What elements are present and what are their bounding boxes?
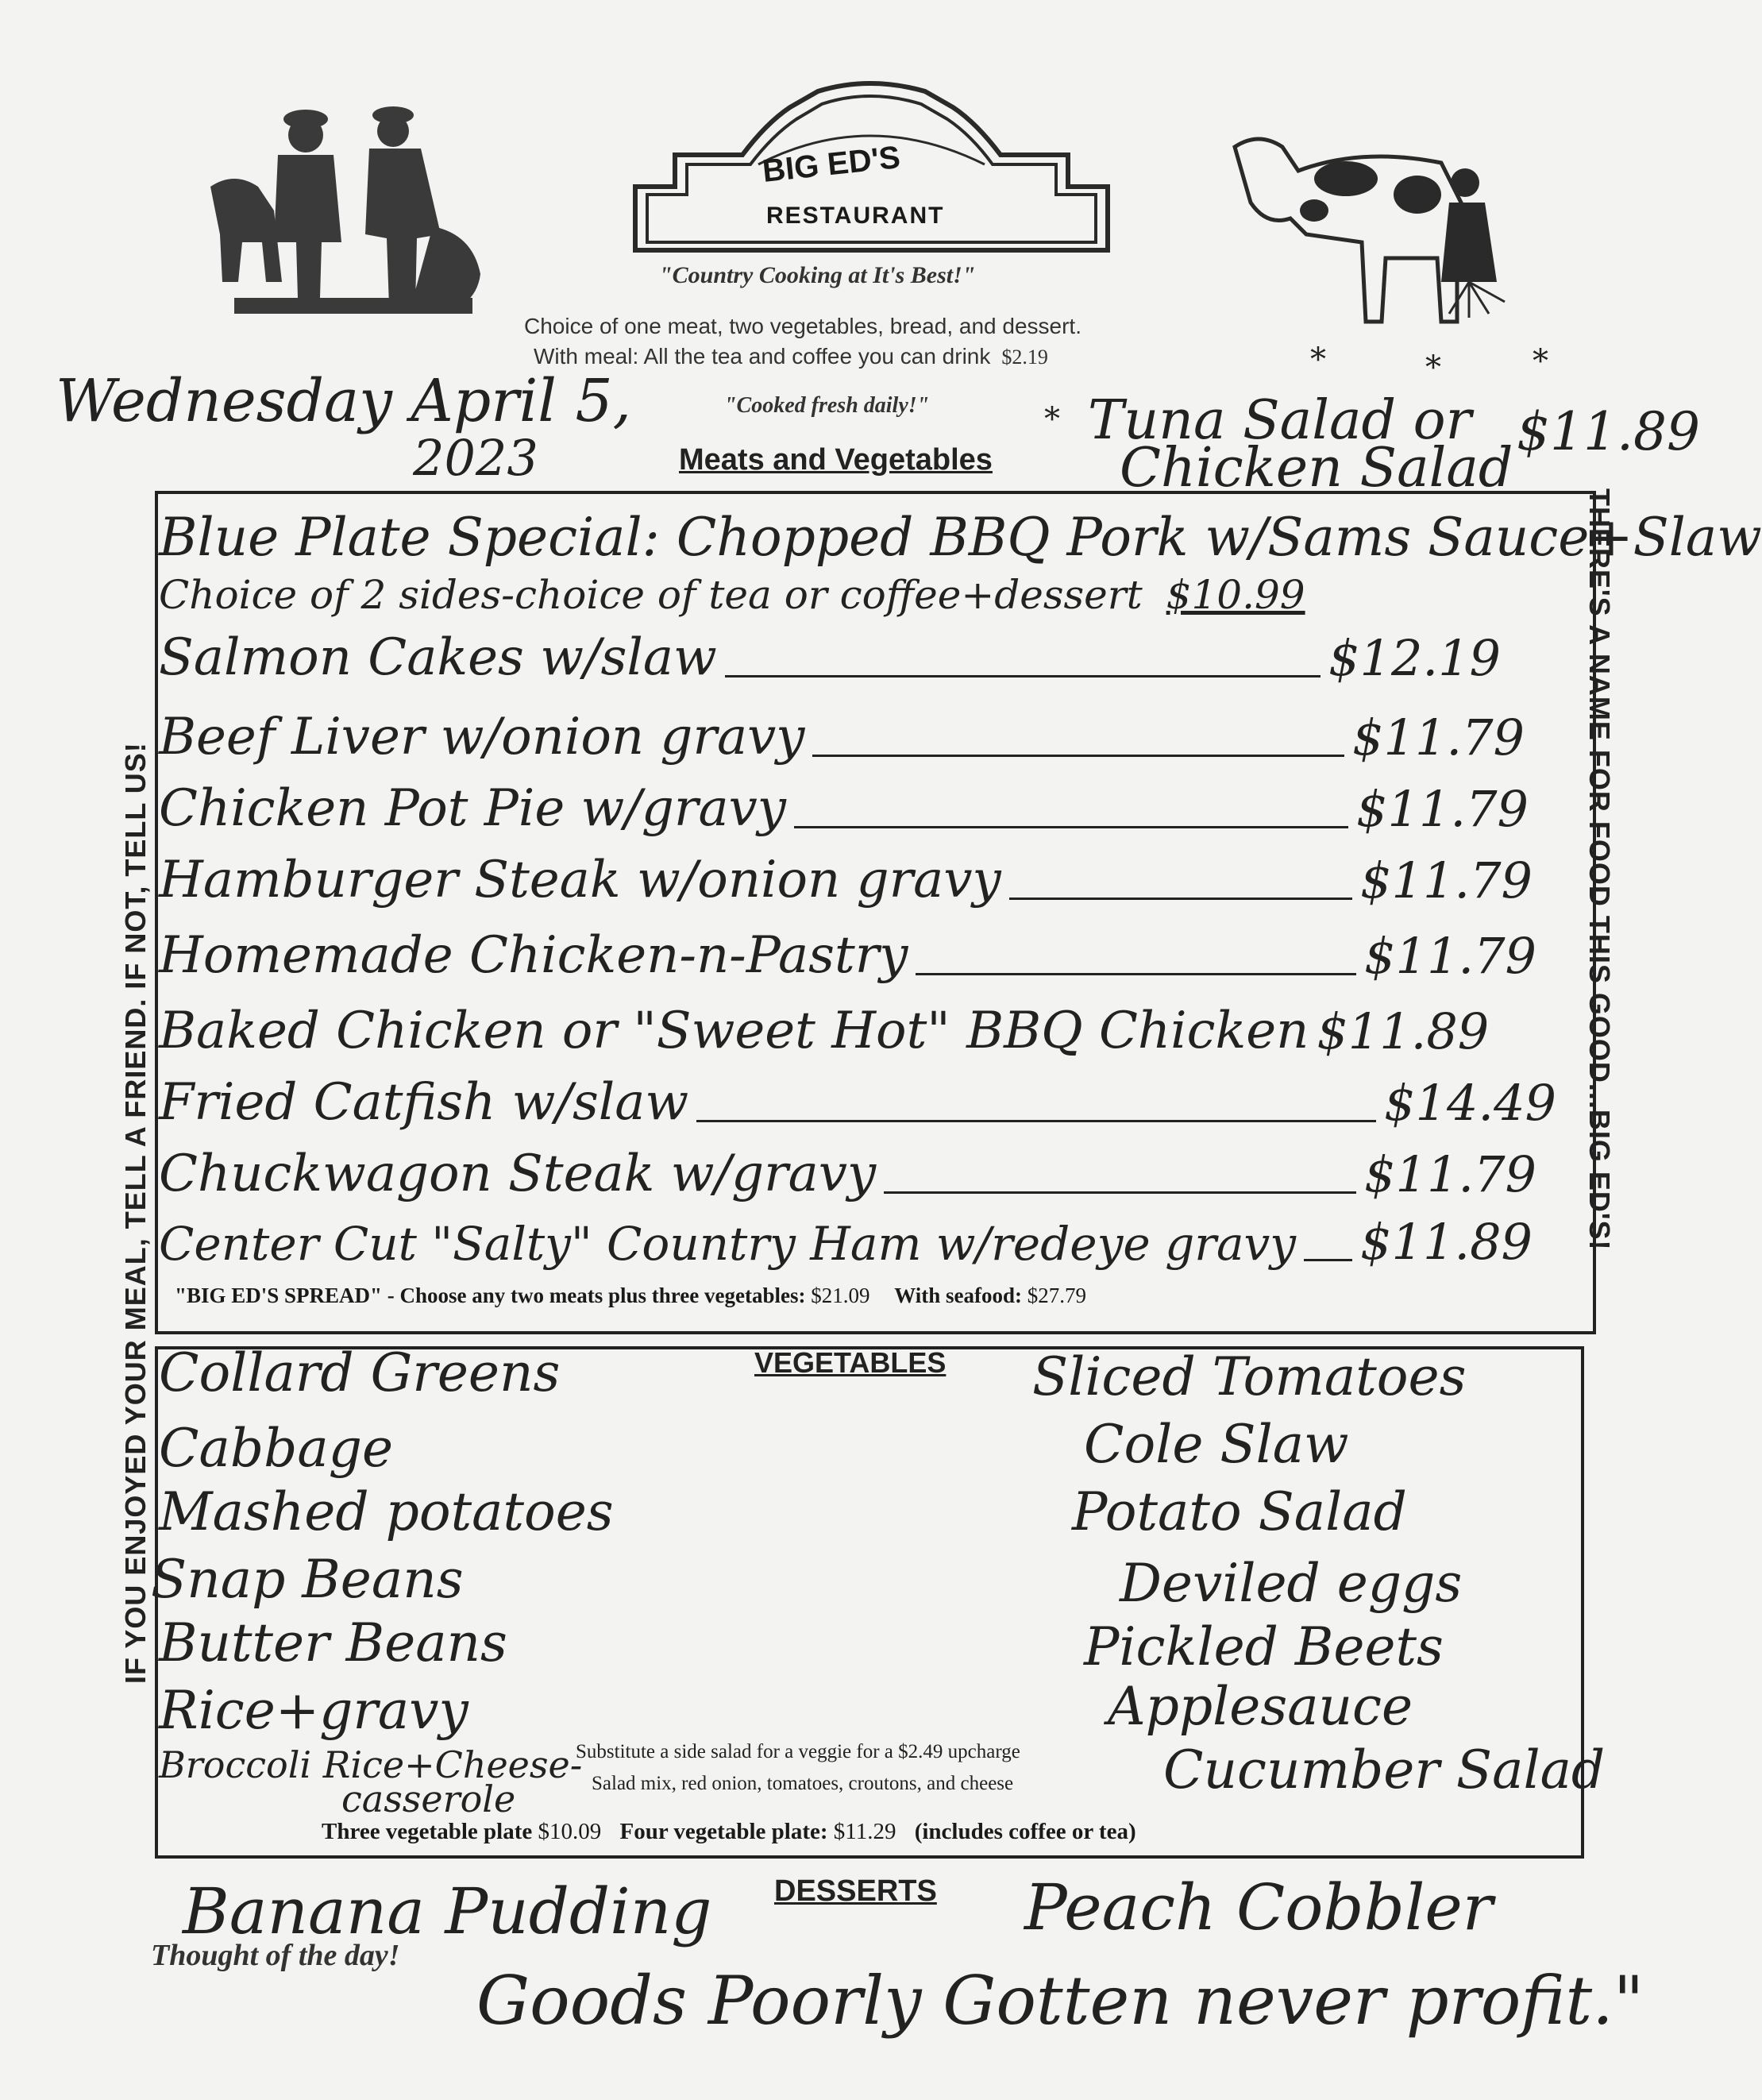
vegetable-item: Mashed potatoes xyxy=(159,1481,614,1542)
desserts-section-title: DESSERTS xyxy=(774,1874,937,1908)
vegetable-item-continued: casserole xyxy=(341,1778,516,1820)
leader-line xyxy=(916,973,1356,975)
menu-item-price: $11.79 xyxy=(1364,927,1536,985)
drink-info-text xyxy=(534,344,1048,369)
vegetable-plate-prices xyxy=(322,1819,1136,1845)
leader-line xyxy=(884,1191,1356,1194)
menu-item-row xyxy=(159,851,1533,909)
substitute-salad-text: Substitute a side salad for a veggie for a $2.49 upcharge xyxy=(576,1741,1020,1762)
left-side-slogan: IF YOU ENJOYED YOUR MEAL, TELL A FRIEND. IF NOT, TELL US! xyxy=(119,742,152,1684)
blue-plate-description: Choice of 2 sides-choice of tea or coffee+dessert xyxy=(159,572,1143,618)
menu-date-line1: Wednesday April 5, xyxy=(56,367,632,435)
menu-item-price: $14.49 xyxy=(1384,1074,1556,1132)
leader-line xyxy=(696,1120,1376,1122)
vegetable-item: Cole Slaw xyxy=(1084,1414,1349,1475)
leader-line xyxy=(725,675,1321,677)
feature-line1: Tuna Salad or xyxy=(1088,389,1472,452)
feature-line2: Chicken Salad xyxy=(1120,437,1513,500)
right-side-slogan: THERE'S A NAME FOR FOOD THIS GOOD...BIG ED'S! xyxy=(1583,488,1616,1251)
vegetable-item: Applesauce xyxy=(1108,1676,1413,1737)
thought-text: Goods Poorly Gotten never profit." xyxy=(476,1962,1644,2040)
menu-item-row xyxy=(159,1145,1536,1203)
star-icon: * xyxy=(1310,342,1326,378)
four-veg-label: Four vegetable plate: xyxy=(619,1819,828,1844)
vegetable-item: Collard Greens xyxy=(159,1342,561,1403)
menu-item-price: $11.89 xyxy=(1360,1213,1533,1271)
vegetables-section-title: VEGETABLES xyxy=(754,1346,947,1379)
leader-line xyxy=(794,826,1348,828)
vegetable-item: Cabbage xyxy=(159,1418,394,1479)
menu-item-name: Salmon Cakes w/slaw xyxy=(159,628,717,687)
logo-name-text: BIG ED'S xyxy=(761,140,902,189)
menu-item-name: Chicken Pot Pie w/gravy xyxy=(159,779,786,838)
menu-item-name: Center Cut "Salty" Country Ham w/redeye gravy xyxy=(159,1217,1297,1271)
salad-contents-text: Salad mix, red onion, tomatoes, croutons, and cheese xyxy=(592,1773,1014,1794)
feature-price: $11.89 xyxy=(1517,401,1700,462)
farmers-silhouette-image xyxy=(202,91,496,330)
menu-item-row xyxy=(159,1215,1533,1271)
dessert-item: Peach Cobbler xyxy=(1024,1870,1493,1944)
spread-price: $21.09 xyxy=(811,1284,870,1307)
blue-plate-line2 xyxy=(159,572,1305,618)
star-icon: * xyxy=(1425,349,1441,386)
blue-plate-price: $10.99 xyxy=(1166,572,1305,618)
star-icon: * xyxy=(1533,343,1548,380)
vegetable-item: Rice+gravy xyxy=(159,1680,468,1741)
vegetable-item: Cucumber Salad xyxy=(1163,1739,1606,1801)
vegetable-item: Potato Salad xyxy=(1072,1481,1407,1542)
menu-item-row xyxy=(159,779,1529,838)
menu-item-name: Baked Chicken or "Sweet Hot" BBQ Chicken xyxy=(159,1002,1309,1060)
menu-item-row xyxy=(159,628,1501,687)
spread-label: "BIG ED'S SPREAD" - Choose any two meats plus three vegetables: xyxy=(175,1284,806,1307)
menu-item-row xyxy=(159,1073,1556,1132)
menu-item-row xyxy=(159,708,1525,766)
menu-date-line2: 2023 xyxy=(413,429,538,487)
cow-milkmaid-image xyxy=(1203,115,1529,338)
big-eds-spread-text xyxy=(175,1284,1086,1308)
leader-line xyxy=(1304,1259,1352,1261)
vegetable-item: Broccoli Rice+Cheese- xyxy=(159,1743,583,1786)
vegetable-item: Snap Beans xyxy=(151,1549,464,1610)
drink-price: $2.19 xyxy=(1001,345,1048,369)
leader-line xyxy=(812,755,1344,757)
seafood-label: With seafood: xyxy=(894,1284,1022,1307)
menu-item-name: Fried Catfish w/slaw xyxy=(159,1073,689,1132)
menu-item-price: $11.79 xyxy=(1356,780,1529,838)
menu-item-name: Hamburger Steak w/onion gravy xyxy=(159,851,1001,909)
drink-line: With meal: All the tea and coffee you can drink xyxy=(534,344,991,369)
menu-item-name: Homemade Chicken-n-Pastry xyxy=(159,926,908,985)
vegetable-item: Deviled eggs xyxy=(1120,1553,1463,1614)
cooked-fresh-text: "Cooked fresh daily!" xyxy=(724,393,930,418)
dessert-item: Banana Pudding xyxy=(183,1874,712,1948)
vegetable-item: Butter Beans xyxy=(159,1612,507,1673)
menu-item-row xyxy=(159,926,1536,985)
menu-item-price: $11.79 xyxy=(1360,851,1533,909)
leader-line xyxy=(1009,898,1352,900)
menu-item-name: Chuckwagon Steak w/gravy xyxy=(159,1145,877,1203)
menu-item-price: $11.79 xyxy=(1364,1145,1536,1203)
meal-choice-text: Choice of one meat, two vegetables, bread, and dessert. xyxy=(524,314,1081,338)
menu-item-name: Beef Liver w/onion gravy xyxy=(159,708,805,766)
menu-item-price: $11.89 xyxy=(1317,1002,1490,1060)
thought-label: Thought of the day! xyxy=(151,1939,400,1972)
restaurant-tagline: "Country Cooking at It's Best!" xyxy=(659,262,976,288)
meats-section-title: Meats and Vegetables xyxy=(679,443,993,477)
vegetable-item: Sliced Tomatoes xyxy=(1032,1346,1467,1407)
three-veg-price: $10.09 xyxy=(538,1819,602,1844)
menu-item-price: $12.19 xyxy=(1328,629,1501,687)
includes-drink-text: (includes coffee or tea) xyxy=(914,1819,1136,1844)
menu-item-price: $11.79 xyxy=(1352,708,1525,766)
logo-restaurant-text: RESTAURANT xyxy=(766,203,945,229)
menu-item-row xyxy=(159,1002,1576,1060)
blue-plate-line1: Blue Plate Special: Chopped BBQ Pork w/Sams Sauce+Slaw xyxy=(159,507,1762,568)
star-icon: * xyxy=(1044,401,1060,438)
four-veg-price: $11.29 xyxy=(833,1819,896,1844)
three-veg-label: Three vegetable plate xyxy=(322,1819,533,1844)
vegetable-item: Pickled Beets xyxy=(1084,1616,1444,1677)
seafood-price: $27.79 xyxy=(1027,1284,1086,1307)
